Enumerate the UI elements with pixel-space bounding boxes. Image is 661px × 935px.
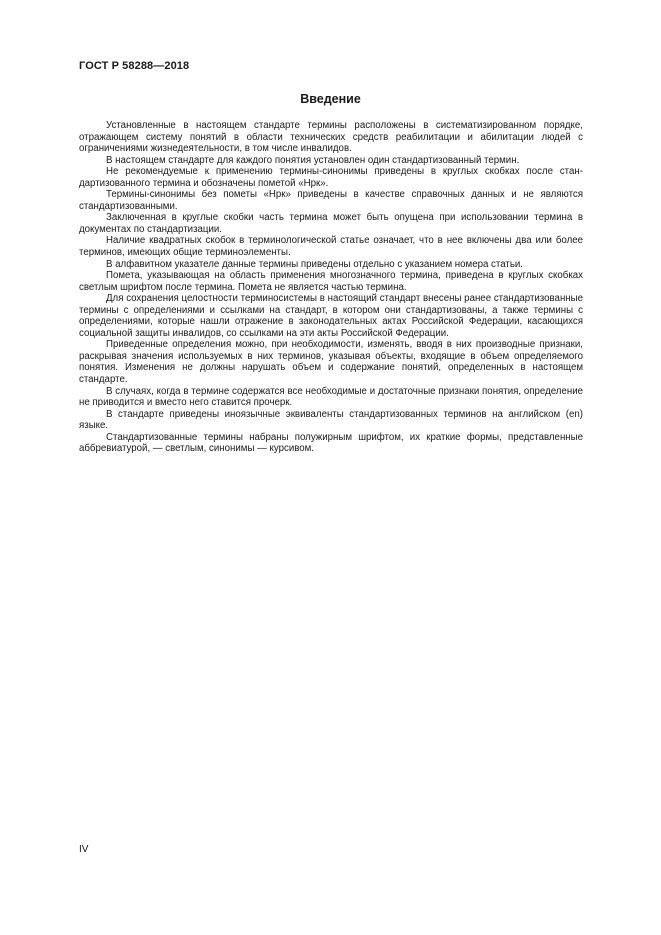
paragraph: Не рекомендуемые к применению термины-синонимы приведены в круглых скобках после стандартизованного термина и обозначены пометой «Нрк». — [79, 166, 583, 189]
document-code: ГОСТ Р 58288—2018 — [79, 60, 190, 72]
paragraph: В стандарте приведены иноязычные эквиваленты стандартизованных терминов на английском (en) языке. — [79, 408, 583, 432]
section-title: Введение — [300, 92, 361, 106]
paragraph: Наличие квадратных скобок в терминологической статье означает, что в нее включены два или более терминов, имеющих общие терминоэлементы. — [79, 235, 583, 259]
paragraph: Заключенная в круглые скобки часть термина может быть опущена при использовании термина в документах по стандартизации. — [79, 212, 583, 235]
paragraph: Установленные в настоящем стандарте термины расположены в систематизированном порядке, отражающем систему понятий в области технических средств реабилитации и абилитации людей с ограничениями жизнедеятельности, в том числе инвалидов. — [79, 120, 583, 155]
paragraph: Приведенные определения можно, при необходимости, изменять, вводя в них производные признаки, раскрывая значения используемых в них терминов, указывая объекты, входящие в объем определяемого понятия. Изменения не должны нарушать объем и содержание понятий, определенных в настоящем стандарте. — [79, 339, 583, 386]
page-number: IV — [79, 844, 89, 855]
paragraph: Для сохранения целостности терминосистемы в настоящий стандарт внесены ранее стандартизованные термины с определениями и ссылками на стандарт, в котором они стандартизованы, а также термины с определениями, которые нашли отражение в законодательных актах Российской Федерации, касающихся социальной защиты инвалидов, со ссылками на эти акты Российской Федерации. — [79, 293, 583, 339]
paragraph: Помета, указывающая на область применения многозначного термина, приведена в круглых скобках светлым шрифтом после термина. Помета не является частью термина. — [79, 270, 583, 293]
paragraph: Термины-синонимы без пометы «Нрк» приведены в качестве справочных данных и не являются стандартизованными. — [79, 189, 583, 212]
paragraph: В алфавитном указателе данные термины приведены отдельно с указанием номера статьи. — [106, 258, 523, 270]
paragraph: В случаях, когда в термине содержатся все необходимые и достаточные признаки понятия, определение не приводится и вместо него ставится прочерк. — [79, 385, 583, 409]
paragraph: В настоящем стандарте для каждого понятия установлен один стандартизованный термин. — [106, 154, 520, 166]
body-text — [79, 120, 583, 455]
paragraph: Стандартизованные термины набраны полужирным шрифтом, их краткие формы, представленные аббревиатурой, — светлым, синонимы — курсивом. — [79, 431, 583, 455]
